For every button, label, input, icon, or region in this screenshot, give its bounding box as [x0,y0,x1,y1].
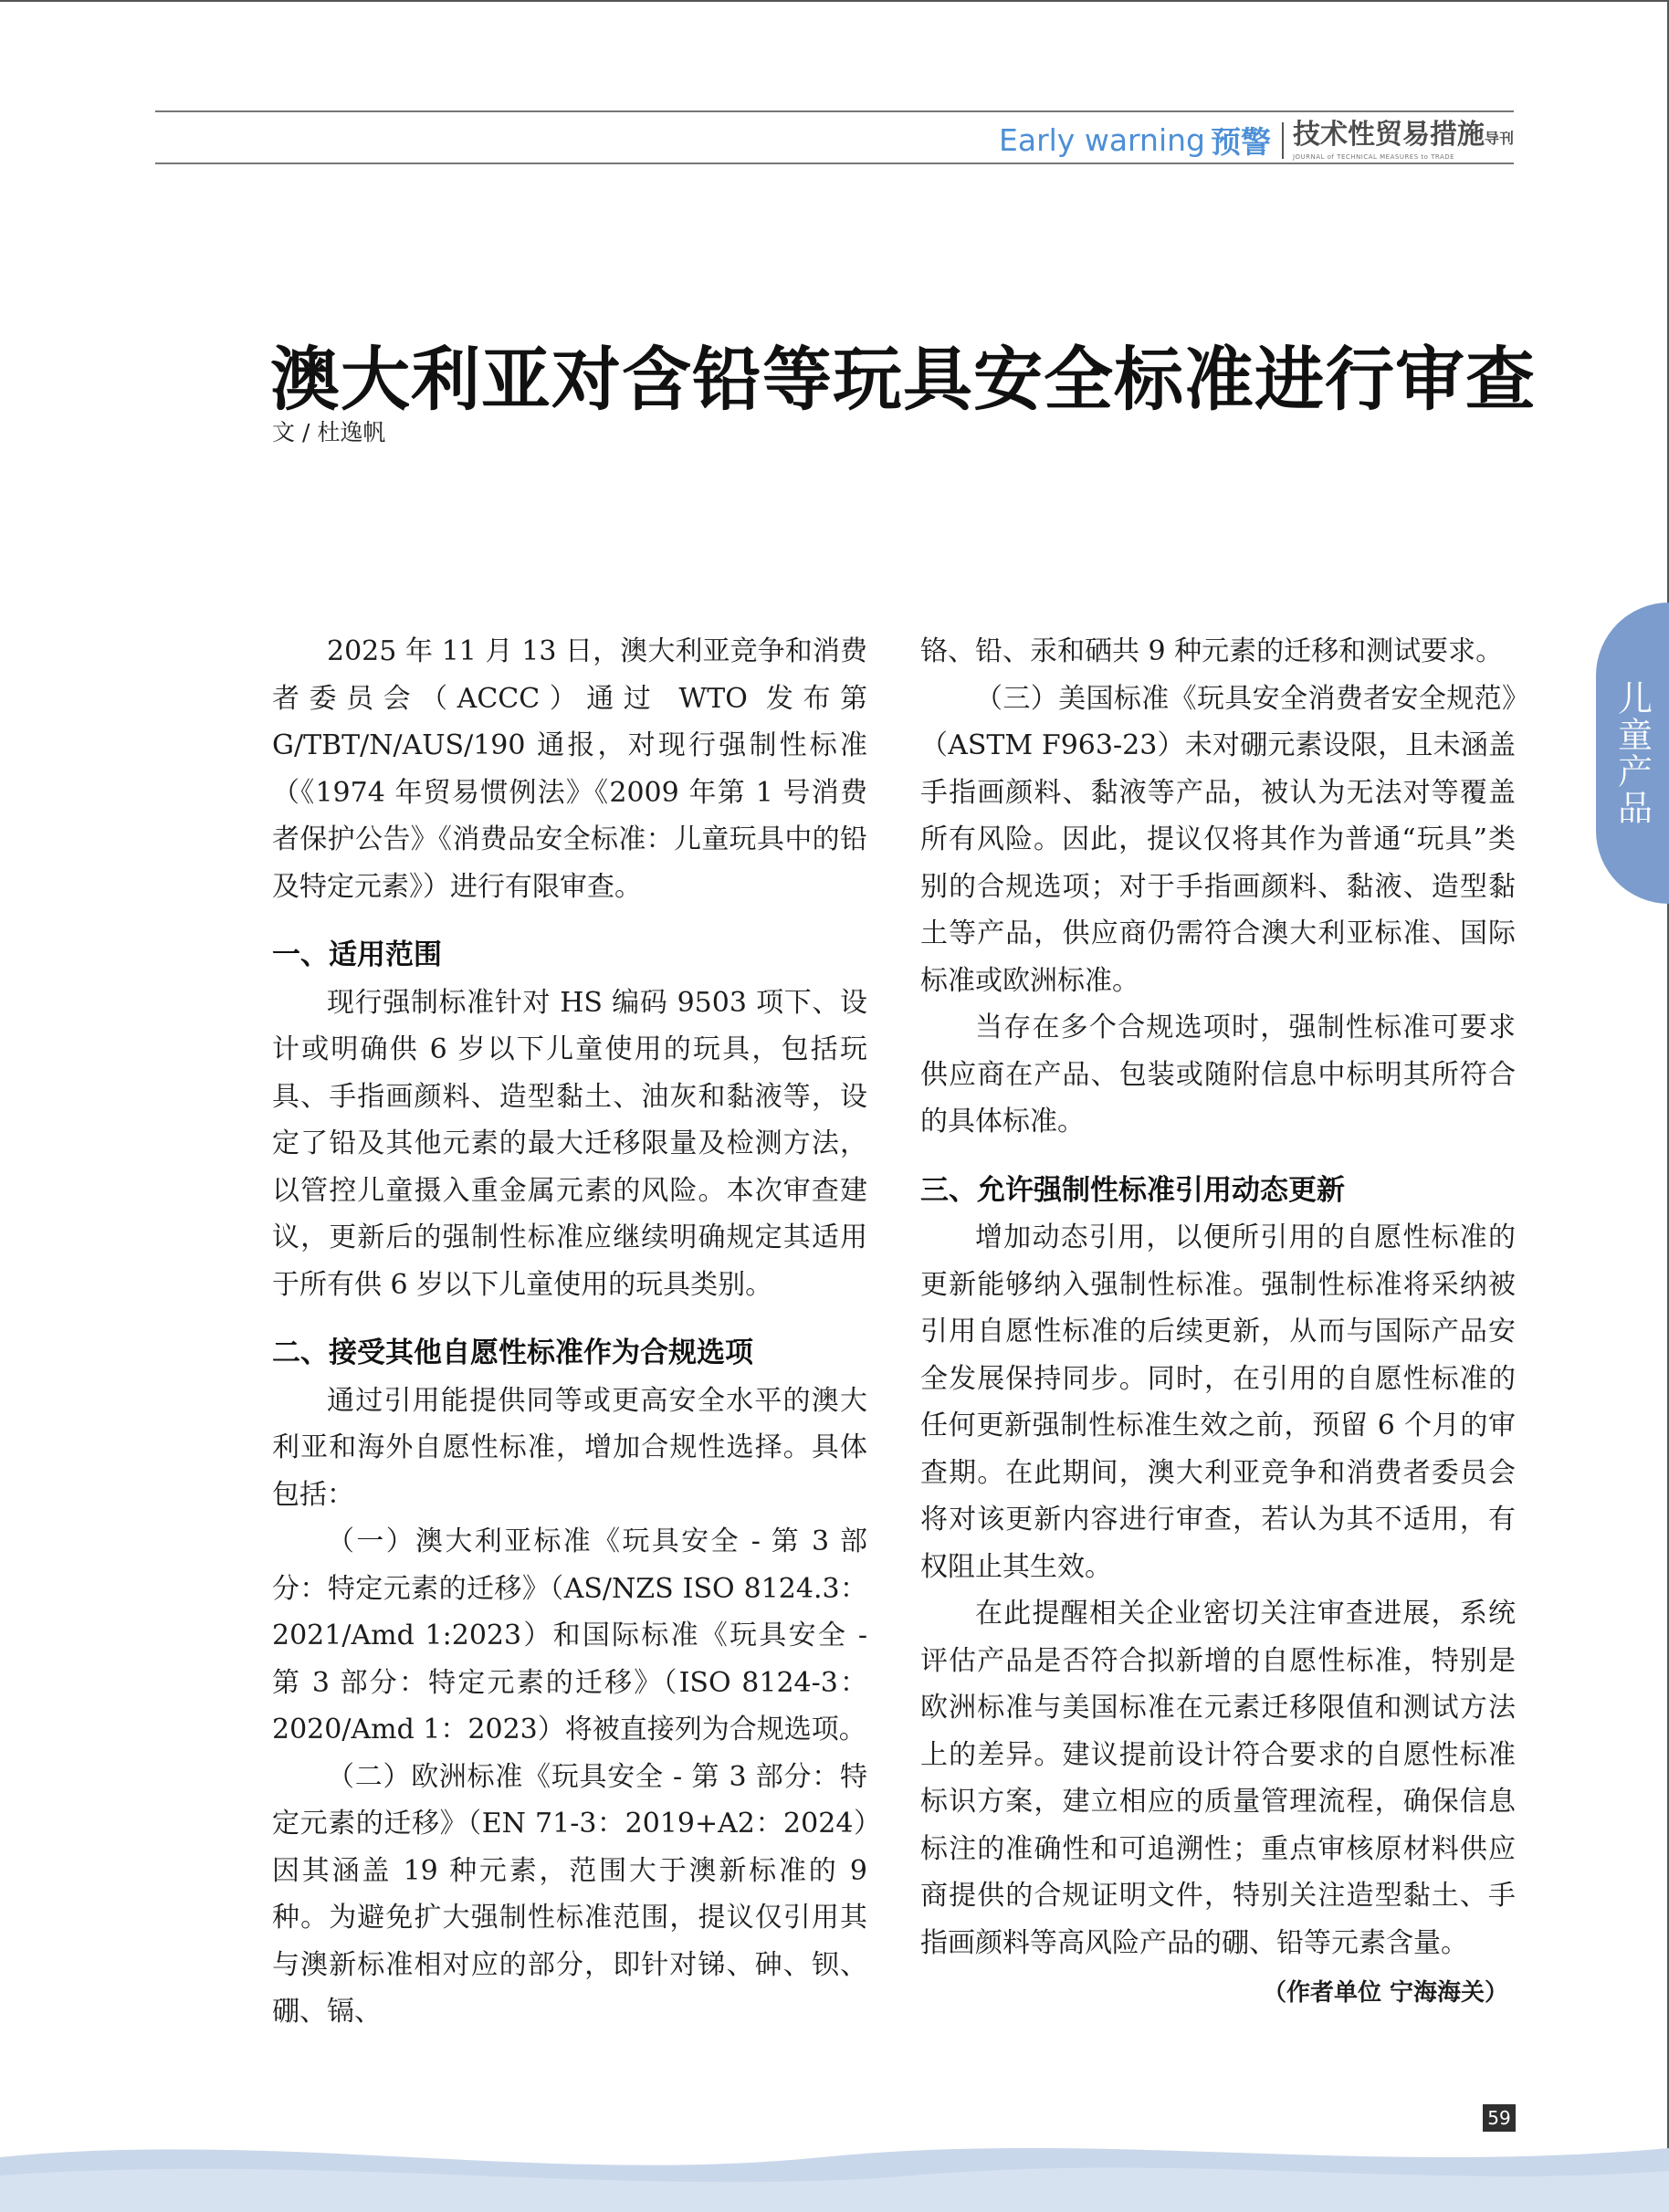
section-3-paragraph-1: 增加动态引用，以便所引用的自愿性标准的更新能够纳入强制性标准。强制性标准将采纳被引用自愿性标准的后续更新，从而与国际产品安全发展保持同步。同时，在引用的自愿性标准的任何更新强制性标准生效之前，预留 6 个月的审查期。在此期间，澳大利亚竞争和消费者委员会将对该更新内容进行审查，若认为其不适用，有权阻止其生效。 [920,1221,1516,1583]
header-right [999,119,1514,162]
running-header [155,113,1514,162]
footer-wave [0,2121,1669,2212]
left-column [272,628,867,2036]
journal-name: 技术性贸易措施 [1292,118,1485,151]
early-warning-label: Early warning [999,122,1205,158]
section-2-paragraph-5: 当存在多个合规选项时，强制性标准可要求供应商在产品、包装或随附信息中标明其所符合的具体标准。 [920,1012,1516,1137]
article-byline: 文 / 杜逸帆 [272,419,386,446]
right-column [920,628,1516,2018]
section-2-paragraph-4: （三）美国标准《玩具安全消费者安全规范》（ASTM F963-23）未对硼元素设限，且未涵盖手指画颜料、黏液等产品，被认为无法对等覆盖所有风险。因此，提议仅将其作为普通“玩具”类别的合规选项；对于手指画颜料、黏液、造型黏土等产品，供应商仍需符合澳大利亚标准、国际标准或欧洲标准。 [920,682,1516,997]
article-title: 澳大利亚对含铅等玩具安全标准进行审查 [270,339,1536,420]
page-top-border [0,0,1669,2]
section-1-heading: 一、适用范围 [272,938,442,971]
section-2-heading: 二、接受其他自愿性标准作为合规选项 [272,1337,753,1369]
section-2-paragraph-2: （一）澳大利亚标准《玩具安全 - 第 3 部分：特定元素的迁移》（AS/NZS ISO 8124.3：2021/Amd 1:2023）和国际标准《玩具安全 - 第 3 部分：特定元素的迁移》（ISO 8124-3：2020/Amd 1：2023）将被直接列为合规选项。 [272,1525,867,1745]
section-3-paragraph-2: 在此提醒相关企业密切关注审查进展，系统评估产品是否符合拟新增的自愿性标准，特别是欧洲标准与美国标准在元素迁移限值和测试方法上的差异。建议提前设计符合要求的自愿性标准标识方案，建立相应的质量管理流程，确保信息标注的准确性和可追溯性；重点审核原材料供应商提供的合规证明文件，特别关注造型黏土、手指画颜料等高风险产品的硼、铅等元素含量。 [920,1598,1516,1959]
journal-logo [1292,118,1514,161]
yujing-label: 预警 [1210,124,1271,160]
section-3-heading: 三、允许强制性标准引用动态更新 [920,1173,1345,1207]
header-rule-bottom [155,162,1514,164]
journal-tag: 导刊 [1484,129,1514,147]
header-rule-top [155,110,1514,112]
section-2-paragraph-3a: （二）欧洲标准《玩具安全 - 第 3 部分：特定元素的迁移》（EN 71-3：2019+A2：2024）因其涵盖 19 种元素，范围大于澳新标准的 9 种。为避免扩大强制性标准范围，提议仅引用其与澳新标准相对应的部分，即针对锑、砷、钡、硼、镉、 [272,1760,867,2028]
header-separator [1282,122,1284,159]
side-tab-label: 儿童产品 [1611,680,1653,826]
page-number: 59 [1483,2104,1516,2132]
author-unit: （作者单位 宁海海关） [1262,1979,1508,2007]
section-2-paragraph-3b: 铬、铅、汞和硒共 9 种元素的迁移和测试要求。 [920,635,1504,667]
section-side-tab [1596,603,1669,904]
section-1-paragraph: 现行强制标准针对 HS 编码 9503 项下、设计或明确供 6 岁以下儿童使用的玩具，包括玩具、手指画颜料、造型黏土、油灰和黏液等，设定了铅及其他元素的最大迁移限量及检测方法，以管控儿童摄入重金属元素的风险。本次审查建议，更新后的强制性标准应继续明确规定其适用于所有供 6 岁以下儿童使用的玩具类别。 [272,986,867,1301]
section-2-paragraph-1: 通过引用能提供同等或更高安全水平的澳大利亚和海外自愿性标准，增加合规性选择。具体包括： [272,1384,867,1511]
intro-paragraph: 2025 年 11 月 13 日，澳大利亚竞争和消费者委员会（ACCC）通过 WTO 发布第 G/TBT/N/AUS/190 通报，对现行强制性标准（《1974 年贸易惯例法》《2009 年第 1 号消费者保护公告》《消费品安全标准：儿童玩具中的铅及特定元素》）进行有限审查。 [272,635,867,903]
journal-subtitle: JOURNAL of TECHNICAL MEASURES to TRADE [1292,152,1455,161]
